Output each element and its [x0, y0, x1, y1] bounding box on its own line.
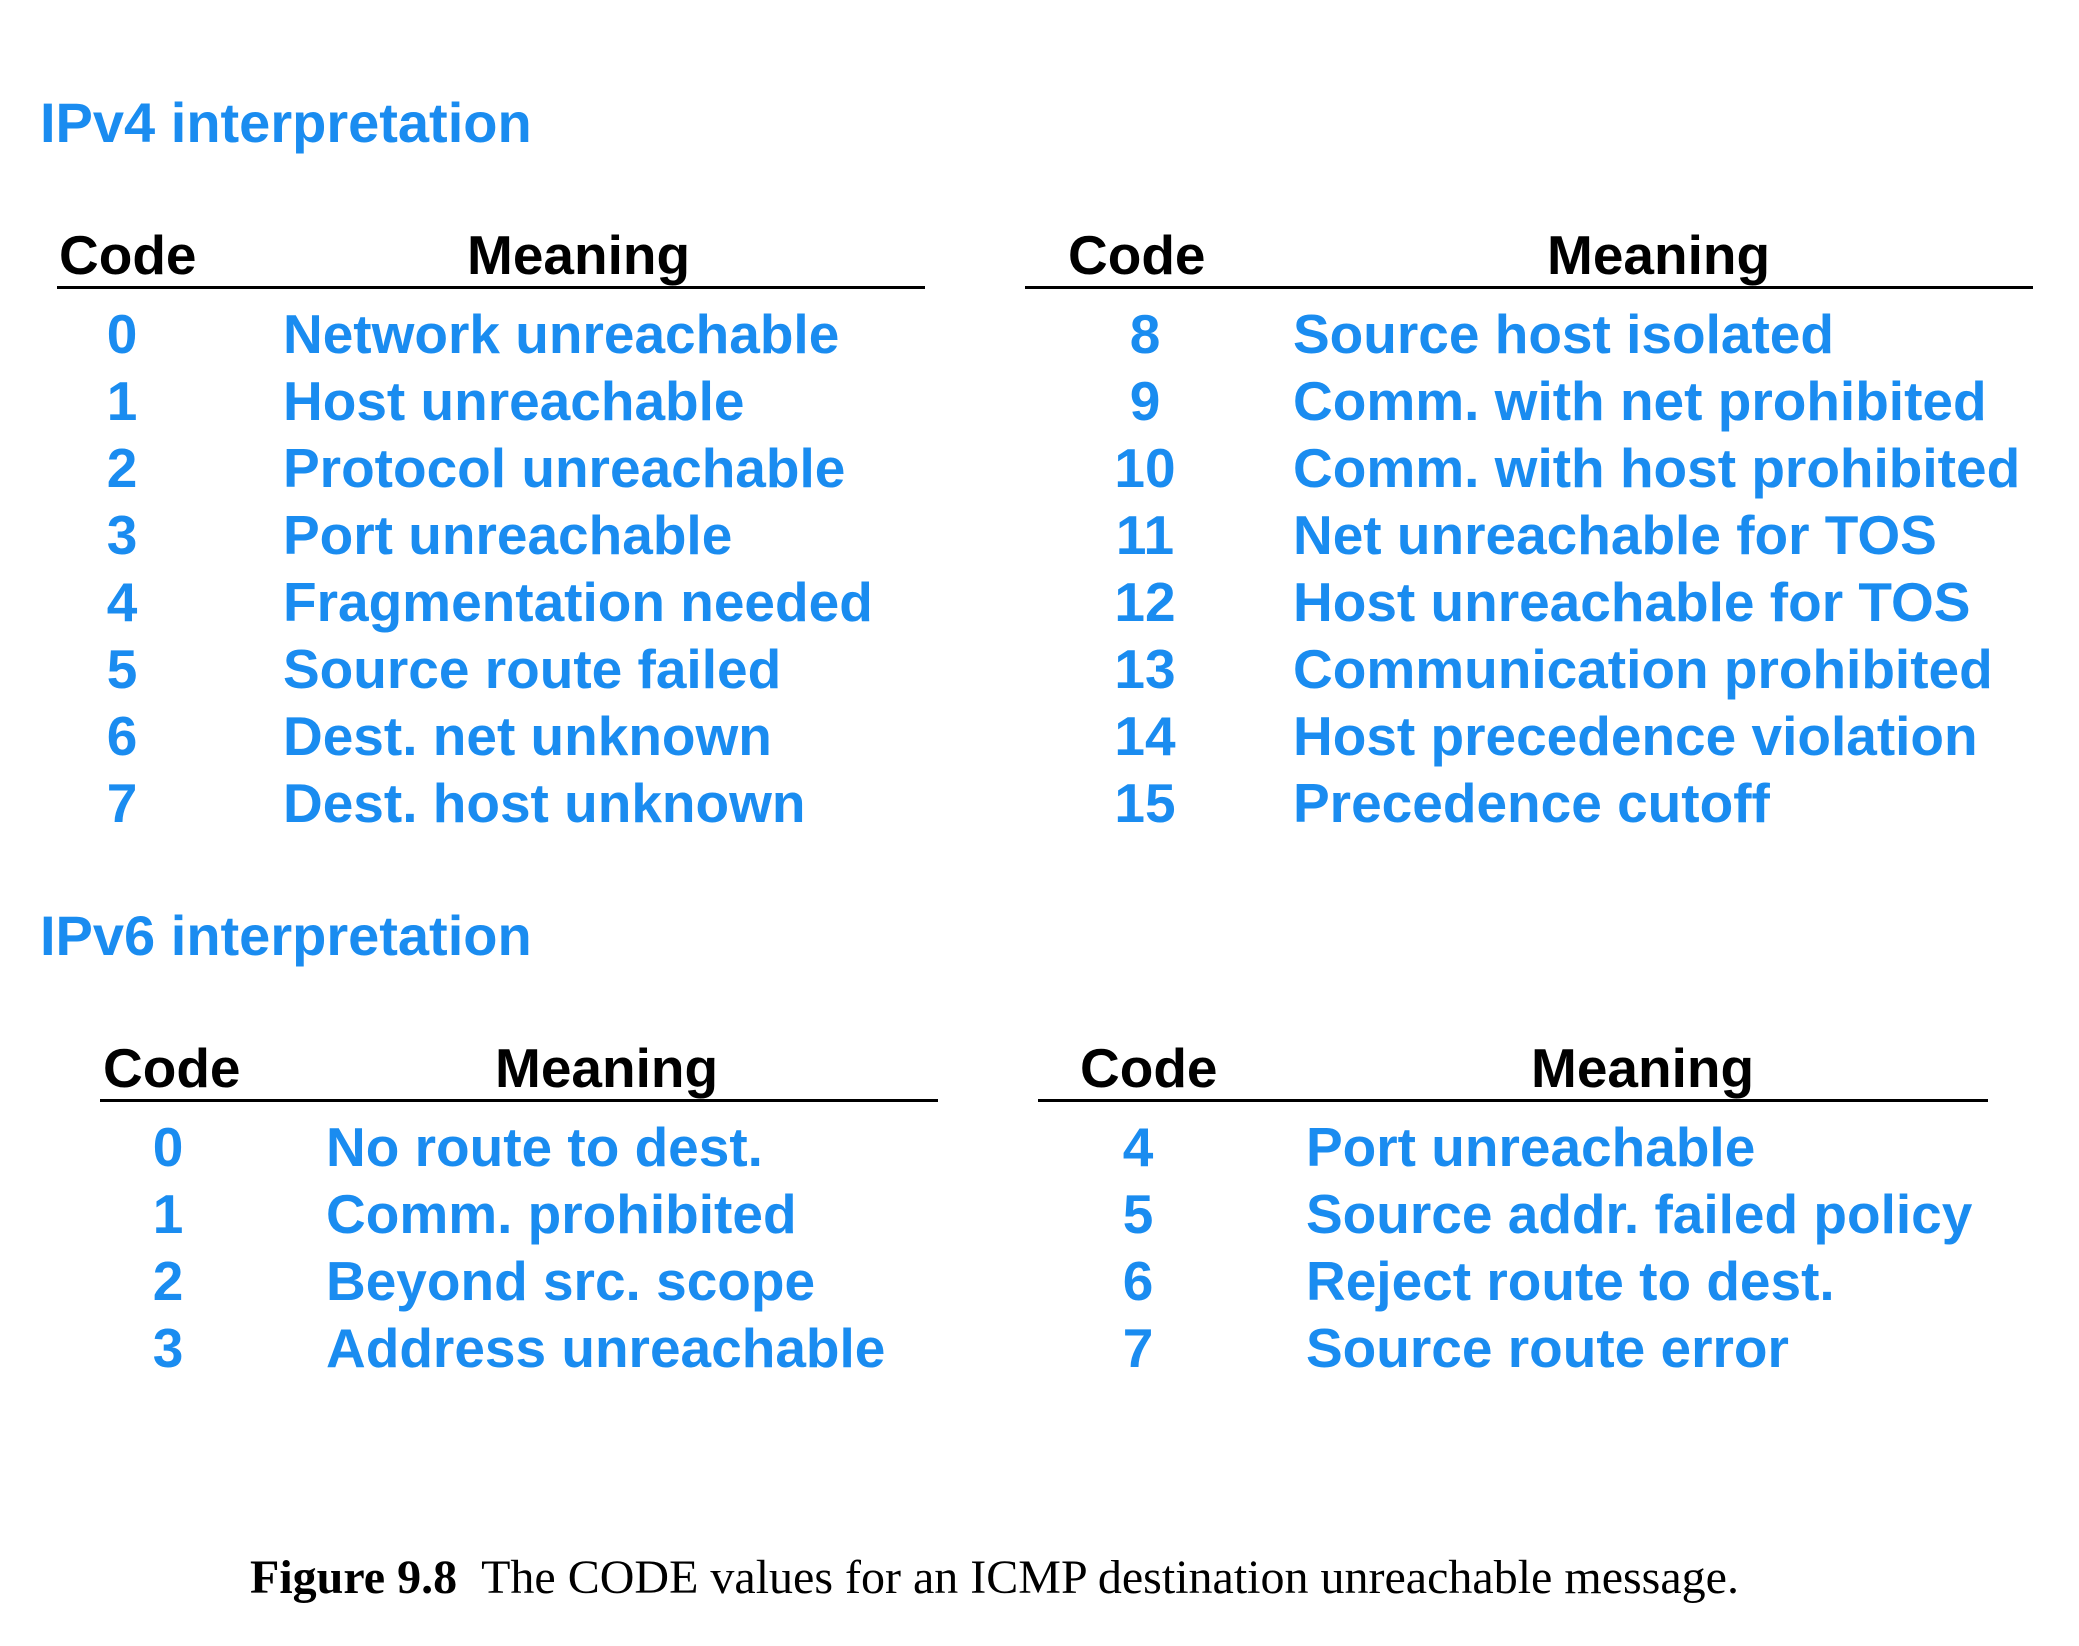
table-row: [100, 1317, 940, 1388]
meaning-value: Communication prohibited: [1293, 638, 1993, 700]
meaning-column-header: Meaning: [1531, 1037, 1755, 1099]
code-value: 4: [1122, 1116, 1154, 1178]
meaning-value: Network unreachable: [283, 303, 840, 365]
meaning-value: Comm. prohibited: [326, 1183, 797, 1245]
code-value: 11: [1115, 504, 1175, 566]
code-column-header: Code: [1080, 1037, 1218, 1099]
meaning-value: Host precedence violation: [1293, 705, 1978, 767]
code-column-header: Code: [103, 1037, 241, 1099]
code-value: 13: [1114, 638, 1176, 700]
table-row: [1025, 638, 2035, 709]
code-value: 10: [1114, 437, 1176, 499]
code-column-header: Code: [1068, 224, 1206, 286]
meaning-value: Dest. host unknown: [283, 772, 806, 834]
table-row: [57, 571, 927, 642]
table-row: [57, 437, 927, 508]
table-row: [1025, 571, 2035, 642]
meaning-value: Address unreachable: [326, 1317, 886, 1379]
meaning-value: Host unreachable: [283, 370, 745, 432]
table-row: [1038, 1250, 1993, 1321]
figure-label: Figure 9.8: [250, 1551, 458, 1604]
meaning-value: Comm. with net prohibited: [1293, 370, 1987, 432]
table-row: [1025, 772, 2035, 843]
table-row: [57, 370, 927, 441]
header-rule: [1025, 286, 2033, 289]
code-value: 1: [152, 1183, 184, 1245]
code-value: 6: [1122, 1250, 1154, 1312]
table-row: [1038, 1317, 1993, 1388]
ipv4-section-title: IPv4 interpretation: [40, 91, 532, 154]
table-row: [1025, 437, 2035, 508]
meaning-value: Fragmentation needed: [283, 571, 873, 633]
code-value: 2: [152, 1250, 184, 1312]
code-value: 5: [1122, 1183, 1154, 1245]
code-value: 0: [106, 303, 138, 365]
table-row: [100, 1183, 940, 1254]
meaning-value: Beyond src. scope: [326, 1250, 816, 1312]
ipv4-right-table: [1025, 225, 2035, 845]
table-row: [57, 303, 927, 374]
ipv6-right-table: [1038, 1038, 1993, 1398]
meaning-value: Port unreachable: [1306, 1116, 1756, 1178]
header-rule: [57, 286, 925, 289]
meaning-value: Source host isolated: [1293, 303, 1834, 365]
code-value: 15: [1114, 772, 1176, 834]
meaning-value: No route to dest.: [326, 1116, 763, 1178]
table-row: [1038, 1116, 1993, 1187]
table-row: [1025, 370, 2035, 441]
code-value: 3: [106, 504, 138, 566]
code-value: 7: [106, 772, 138, 834]
code-value: 12: [1114, 571, 1176, 633]
meaning-column-header: Meaning: [1547, 224, 1771, 286]
table-row: [1025, 504, 2035, 575]
figure-caption: [250, 1550, 1739, 1605]
meaning-value: Source addr. failed policy: [1306, 1183, 1973, 1245]
ipv4-left-table: [57, 225, 927, 845]
code-value: 14: [1114, 705, 1176, 767]
code-value: 5: [106, 638, 138, 700]
table-row: [57, 638, 927, 709]
meaning-value: Precedence cutoff: [1293, 772, 1770, 834]
code-value: 2: [106, 437, 138, 499]
ipv6-section-title: IPv6 interpretation: [40, 904, 532, 967]
table-row: [57, 504, 927, 575]
code-value: 3: [152, 1317, 184, 1379]
header-rule: [1038, 1099, 1988, 1102]
table-row: [1038, 1183, 1993, 1254]
code-value: 7: [1122, 1317, 1154, 1379]
meaning-value: Host unreachable for TOS: [1293, 571, 1971, 633]
code-value: 8: [1129, 303, 1161, 365]
code-value: 0: [152, 1116, 184, 1178]
meaning-value: Reject route to dest.: [1306, 1250, 1835, 1312]
table-row: [1025, 303, 2035, 374]
table-row: [1025, 705, 2035, 776]
meaning-value: Source route failed: [283, 638, 782, 700]
code-value: 4: [106, 571, 138, 633]
meaning-column-header: Meaning: [467, 224, 691, 286]
figure-caption-text: The CODE values for an ICMP destination unreachable message.: [481, 1551, 1739, 1604]
code-value: 6: [106, 705, 138, 767]
table-row: [100, 1250, 940, 1321]
code-value: 1: [106, 370, 138, 432]
meaning-value: Dest. net unknown: [283, 705, 772, 767]
meaning-value: Source route error: [1306, 1317, 1789, 1379]
table-row: [100, 1116, 940, 1187]
table-row: [57, 705, 927, 776]
code-value: 9: [1129, 370, 1161, 432]
header-rule: [100, 1099, 938, 1102]
code-column-header: Code: [59, 224, 197, 286]
meaning-value: Protocol unreachable: [283, 437, 846, 499]
table-row: [57, 772, 927, 843]
meaning-column-header: Meaning: [495, 1037, 719, 1099]
meaning-value: Net unreachable for TOS: [1293, 504, 1937, 566]
ipv6-left-table: [100, 1038, 940, 1398]
meaning-value: Port unreachable: [283, 504, 733, 566]
meaning-value: Comm. with host prohibited: [1293, 437, 2021, 499]
